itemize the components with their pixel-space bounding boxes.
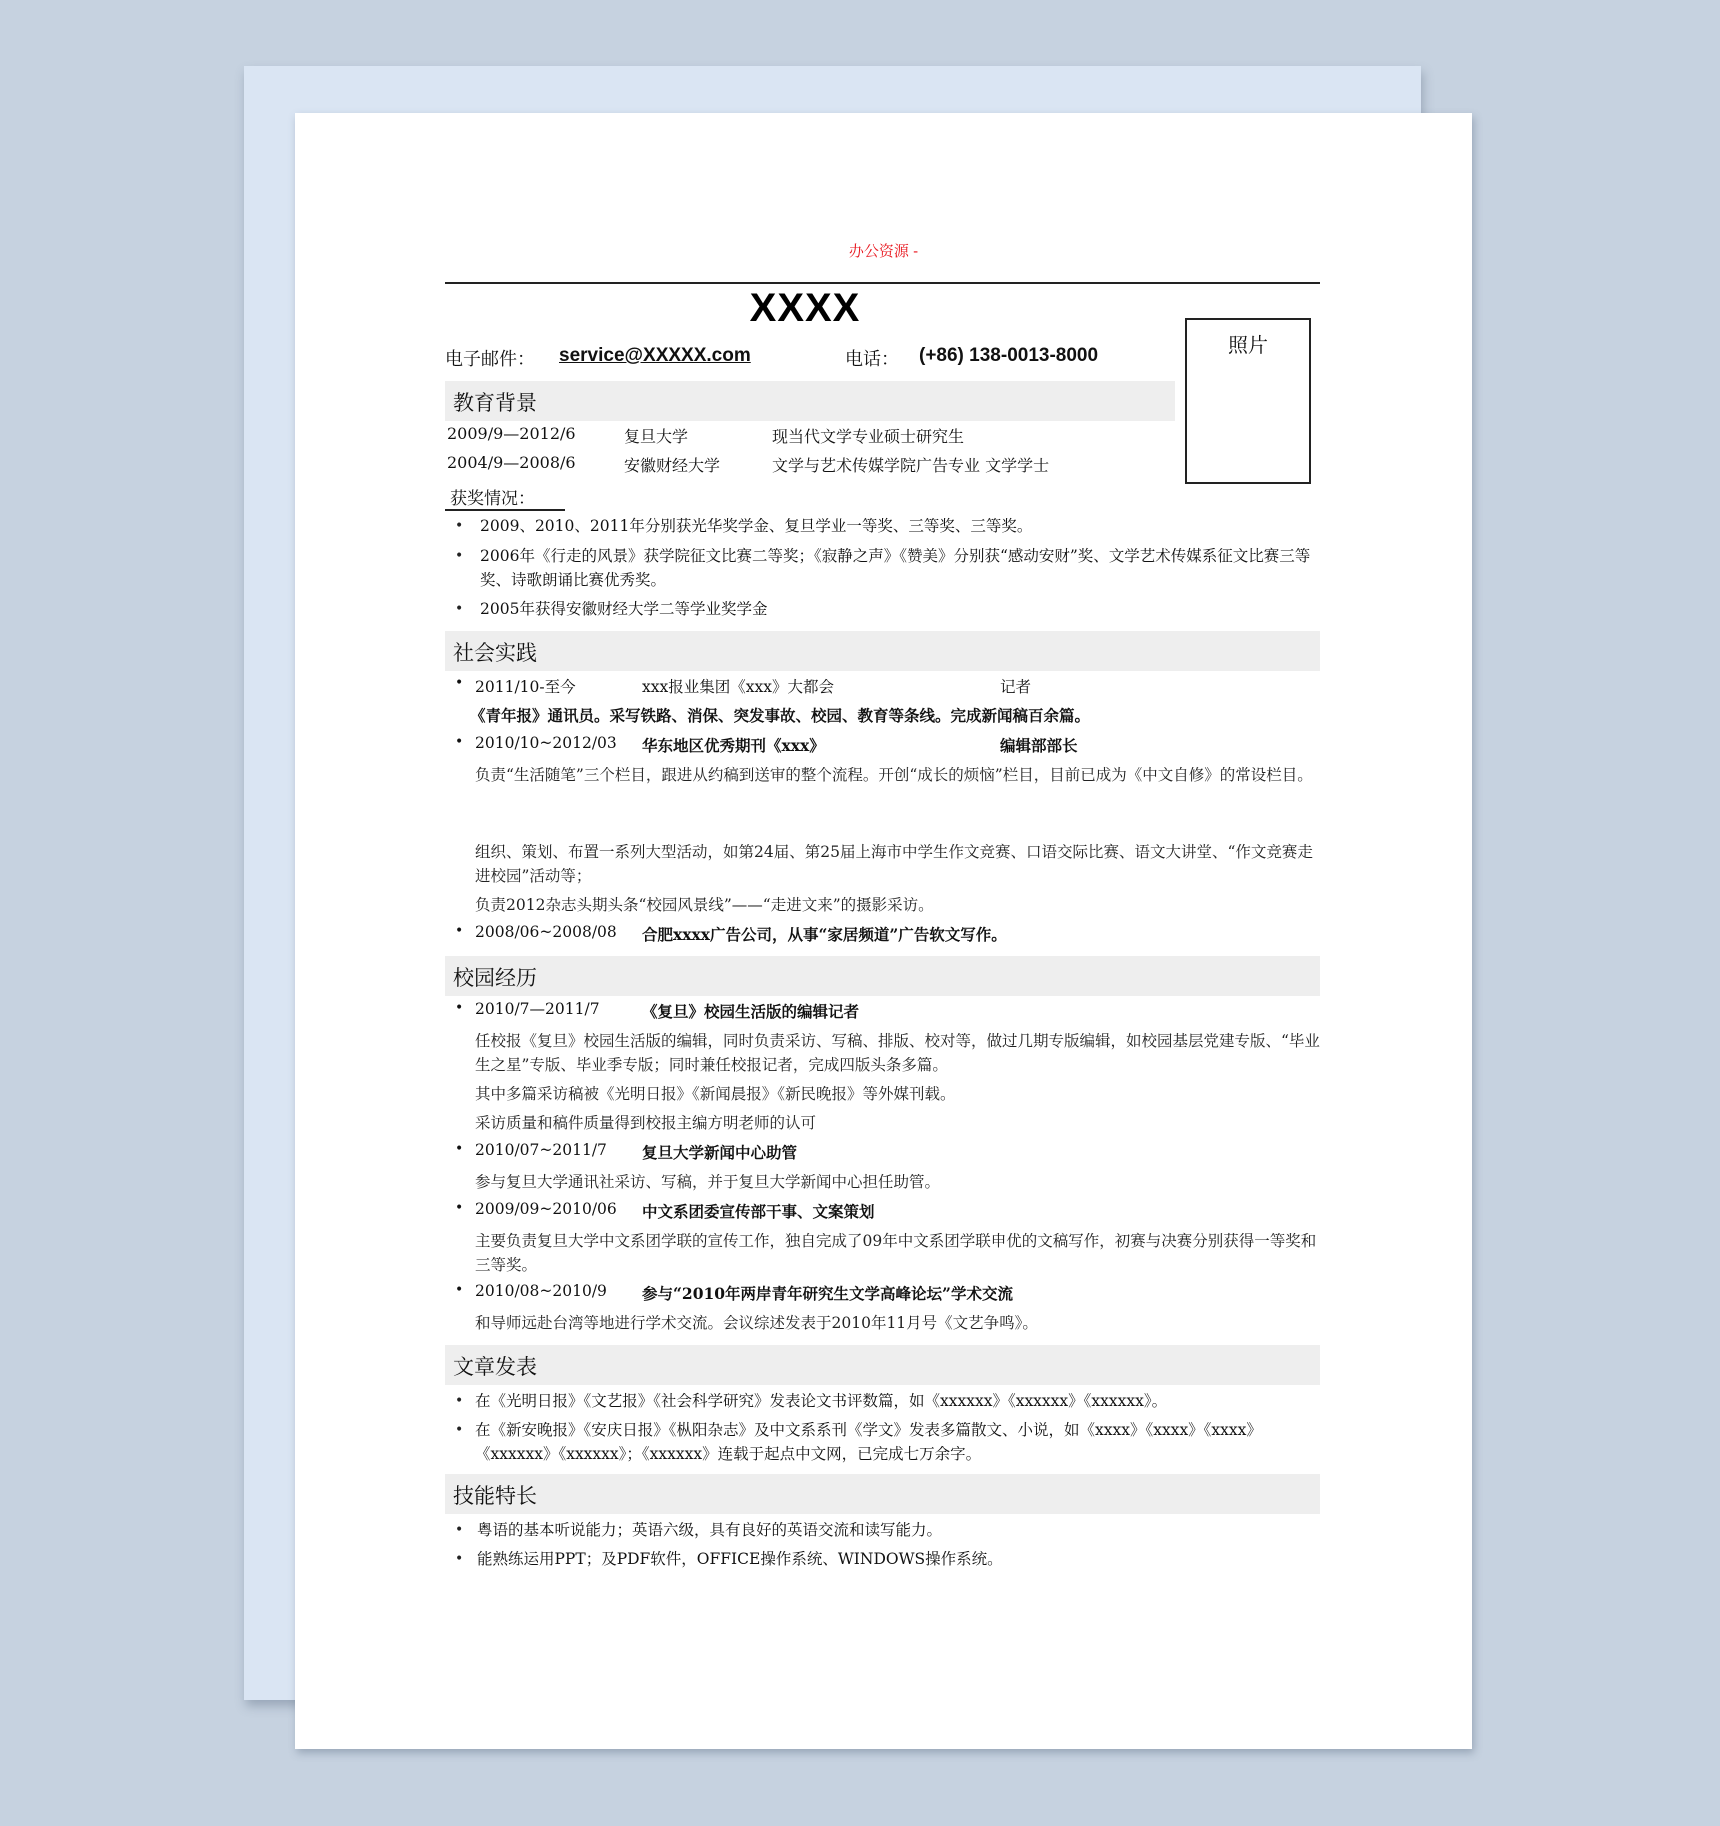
section-publications-header	[445, 1345, 1320, 1385]
campus-title: 参与“2010年两岸青年研究生文学高峰论坛”学术交流	[642, 1284, 1013, 1303]
skill-text: 能熟练运用PPT；及PDF软件，OFFICE操作系统、WINDOWS操作系统。	[477, 1550, 1003, 1568]
bullet-icon: •	[455, 1422, 464, 1438]
campus-item-header	[455, 1200, 1315, 1224]
email-label: 电子邮件：	[445, 349, 535, 370]
campus-description: 任校报《复旦》校园生活版的编辑，同时负责采访、写稿、排版、校对等，做过几期专版编辑，如校园基层党建专版、“毕业生之星”专版、毕业季专版；同时兼任校报记者，完成四版头条多篇。	[475, 1032, 1320, 1074]
practice-role: 编辑部部长	[1000, 736, 1078, 755]
bullet-icon: •	[455, 548, 464, 564]
campus-item-header	[455, 1282, 1315, 1306]
practice-org: xxx报业集团《xxx》大都会	[642, 678, 834, 696]
campus-period: 2010/08~2010/9	[475, 1282, 607, 1300]
practice-item-header	[455, 675, 1315, 699]
section-education-header	[445, 381, 1175, 421]
section-title: 教育背景	[453, 391, 537, 415]
education-school: 安徽财经大学	[624, 456, 721, 475]
campus-period: 2010/07~2011/7	[475, 1141, 607, 1159]
bullet-icon: •	[455, 734, 464, 750]
education-major: 现当代文学专业硕士研究生	[772, 427, 965, 446]
bullet-icon: •	[455, 1551, 464, 1567]
practice-description: 负责2012杂志头期头条“校园风景线”——“走进文来”的摄影采访。	[475, 896, 934, 914]
section-skills-header	[445, 1474, 1320, 1514]
campus-title: 复旦大学新闻中心助管	[642, 1143, 798, 1162]
campus-title: 中文系团委宣传部干事、文案策划	[642, 1202, 875, 1221]
campus-description: 和导师远赴台湾等地进行学术交流。会议综述发表于2010年11月号《文艺争鸣》。	[475, 1314, 1038, 1332]
practice-item-header	[455, 734, 1315, 758]
education-period: 2009/9—2012/6	[447, 424, 576, 443]
photo-placeholder	[1185, 318, 1311, 484]
education-major: 文学与艺术传媒学院广告专业 文学学士	[772, 456, 1050, 475]
practice-description: 组织、策划、布置一系列大型活动，如第24届、第25届上海市中学生作文竞赛、口语交际比赛、语文大讲堂、“作文竞赛走进校园”活动等；	[475, 843, 1313, 885]
campus-item-header	[455, 1141, 1315, 1165]
section-title: 校园经历	[453, 966, 537, 990]
campus-title: 《复旦》校园生活版的编辑记者	[642, 1002, 860, 1021]
campus-period: 2009/09~2010/06	[475, 1200, 617, 1218]
practice-item-header	[455, 923, 1315, 947]
practice-period: 2011/10-至今	[475, 678, 576, 696]
publication-text: 在《光明日报》《文艺报》《社会科学研究》发表论文书评数篇，如《xxxxxx》《xxxxxx》《xxxxxx》。	[475, 1392, 1168, 1410]
award-text: 2006年《行走的风景》获学院征文比赛二等奖；《寂静之声》《赞美》分别获“感动安财”奖、文学艺术传媒系征文比赛三等奖、诗歌朗诵比赛优秀奖。	[480, 547, 1311, 589]
phone-label: 电话：	[845, 349, 899, 370]
awards-heading: 获奖情况：	[450, 489, 535, 509]
skill-text: 粤语的基本听说能力；英语六级，具有良好的英语交流和读写能力。	[477, 1521, 943, 1539]
bullet-icon: •	[455, 1200, 464, 1216]
practice-description: 负责“生活随笔”三个栏目，跟进从约稿到送审的整个流程。开创“成长的烦恼”栏目，目前已成为《中文自修》的常设栏目。	[475, 766, 1313, 784]
bullet-icon: •	[455, 1141, 464, 1157]
section-title: 社会实践	[453, 641, 537, 665]
practice-role: 记者	[1000, 678, 1032, 696]
header-rule	[445, 282, 1320, 284]
practice-period: 2008/06~2008/08	[475, 923, 617, 941]
bullet-icon: •	[455, 1393, 464, 1409]
practice-org: 华东地区优秀期刊《xxx》	[642, 736, 825, 755]
section-title: 技能特长	[453, 1484, 537, 1508]
campus-description: 采访质量和稿件质量得到校报主编方明老师的认可	[475, 1114, 817, 1132]
section-practice-header	[445, 631, 1320, 671]
watermark-text: 办公资源 -	[848, 243, 919, 260]
education-period: 2004/9—2008/6	[447, 453, 576, 472]
campus-item-header	[455, 1000, 1315, 1024]
bullet-icon: •	[455, 601, 464, 617]
education-school: 复旦大学	[624, 427, 689, 446]
practice-description: 《青年报》通讯员。采写铁路、消保、突发事故、校园、教育等条线。完成新闻稿百余篇。	[470, 706, 1091, 725]
bullet-icon: •	[455, 923, 464, 939]
email-link[interactable]: service@XXXXX.com	[559, 345, 751, 366]
section-title: 文章发表	[453, 1355, 537, 1379]
practice-org: 合肥xxxx广告公司，从事“家居频道”广告软文写作。	[642, 925, 1007, 944]
bullet-icon: •	[455, 1000, 464, 1016]
phone-number: (+86) 138-0013-8000	[919, 345, 1099, 366]
bullet-icon: •	[455, 518, 464, 534]
candidate-name: XXXX	[749, 286, 861, 330]
award-text: 2005年获得安徽财经大学二等学业奖学金	[480, 600, 768, 618]
resume-page	[295, 113, 1472, 1749]
awards-underline	[445, 509, 565, 511]
bullet-icon: •	[455, 1282, 464, 1298]
photo-label: 照片	[1228, 333, 1268, 357]
bullet-icon: •	[455, 1522, 464, 1538]
campus-description: 参与复旦大学通讯社采访、写稿，并于复旦大学新闻中心担任助管。	[475, 1173, 941, 1191]
campus-description: 其中多篇采访稿被《光明日报》《新闻晨报》《新民晚报》等外媒刊载。	[475, 1085, 956, 1103]
award-text: 2009、2010、2011年分别获光华奖学金、复旦学业一等奖、三等奖、三等奖。	[480, 517, 1033, 535]
practice-period: 2010/10~2012/03	[475, 734, 617, 752]
campus-period: 2010/7—2011/7	[475, 1000, 600, 1018]
bullet-icon: •	[455, 675, 464, 691]
campus-description: 主要负责复旦大学中文系团学联的宣传工作，独自完成了09年中文系团学联申优的文稿写作，初赛与决赛分别获得一等奖和三等奖。	[475, 1232, 1317, 1274]
section-campus-header	[445, 956, 1320, 996]
publication-text: 在《新安晚报》《安庆日报》《枞阳杂志》及中文系系刊《学文》发表多篇散文、小说，如《xxxx》《xxxx》《xxxx》《xxxxxx》《xxxxxx》；《xxxxxx》连载于起点中文网，已完成七万余字。	[475, 1421, 1262, 1463]
contact-row	[445, 345, 1145, 369]
